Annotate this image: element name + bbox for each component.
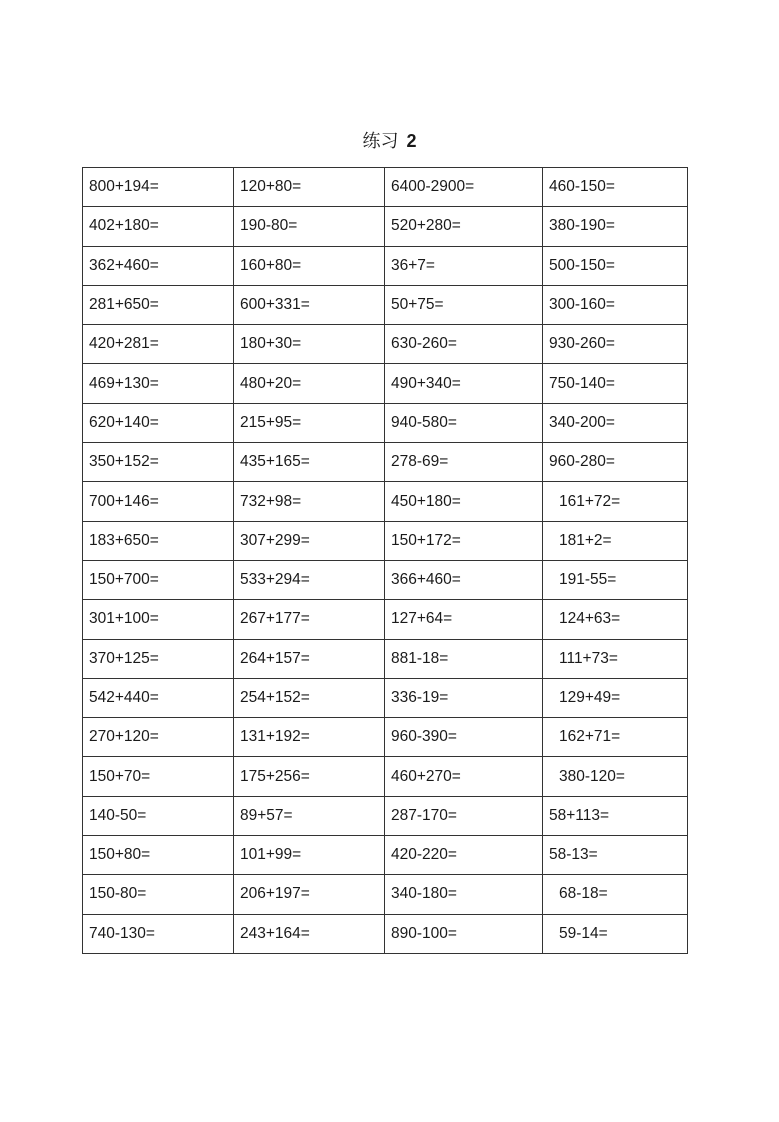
exercise-cell: 460-150= — [543, 168, 688, 207]
exercise-cell: 480+20= — [234, 364, 385, 403]
exercise-cell: 700+146= — [83, 482, 234, 521]
table-row — [83, 443, 688, 482]
exercise-cell: 160+80= — [234, 246, 385, 285]
exercise-cell: 150+172= — [385, 521, 543, 560]
exercise-cell: 267+177= — [234, 600, 385, 639]
exercise-cell: 740-130= — [83, 914, 234, 953]
exercise-cell: 131+192= — [234, 718, 385, 757]
exercise-cell: 960-390= — [385, 718, 543, 757]
exercise-cell: 630-260= — [385, 325, 543, 364]
exercise-cell: 191-55= — [543, 560, 688, 599]
exercise-cell: 101+99= — [234, 836, 385, 875]
exercise-cell: 380-120= — [543, 757, 688, 796]
exercise-cell: 930-260= — [543, 325, 688, 364]
page-title-text: 练习 — [362, 131, 399, 152]
table-row — [83, 207, 688, 246]
exercise-cell: 59-14= — [543, 914, 688, 953]
table-row — [83, 718, 688, 757]
exercise-cell: 732+98= — [234, 482, 385, 521]
table-row — [83, 600, 688, 639]
table-row — [83, 325, 688, 364]
exercise-cell: 68-18= — [543, 875, 688, 914]
exercise-cell: 89+57= — [234, 796, 385, 835]
exercise-cell: 366+460= — [385, 560, 543, 599]
exercise-cell: 500-150= — [543, 246, 688, 285]
exercise-cell: 120+80= — [234, 168, 385, 207]
exercise-cell: 750-140= — [543, 364, 688, 403]
exercise-cell: 881-18= — [385, 639, 543, 678]
table-row — [83, 914, 688, 953]
exercise-cell: 161+72= — [543, 482, 688, 521]
exercise-cell: 270+120= — [83, 718, 234, 757]
exercise-cell: 362+460= — [83, 246, 234, 285]
exercise-cell: 520+280= — [385, 207, 543, 246]
exercise-cell: 940-580= — [385, 403, 543, 442]
table-row — [83, 836, 688, 875]
exercise-cell: 58+113= — [543, 796, 688, 835]
exercise-cell: 420+281= — [83, 325, 234, 364]
table-row — [83, 678, 688, 717]
exercise-cell: 150+700= — [83, 560, 234, 599]
exercise-cell: 620+140= — [83, 403, 234, 442]
page-title-number: 2 — [406, 131, 417, 151]
exercise-cell: 435+165= — [234, 443, 385, 482]
exercise-cell: 469+130= — [83, 364, 234, 403]
exercise-cell: 960-280= — [543, 443, 688, 482]
exercise-cell: 278-69= — [385, 443, 543, 482]
table-row — [83, 285, 688, 324]
exercise-cell: 206+197= — [234, 875, 385, 914]
exercise-cell: 50+75= — [385, 285, 543, 324]
exercise-cell: 402+180= — [83, 207, 234, 246]
exercise-cell: 175+256= — [234, 757, 385, 796]
table-row — [83, 482, 688, 521]
exercise-cell: 181+2= — [543, 521, 688, 560]
exercise-cell: 300-160= — [543, 285, 688, 324]
exercise-cell: 420-220= — [385, 836, 543, 875]
exercise-cell: 287-170= — [385, 796, 543, 835]
exercise-cell: 800+194= — [83, 168, 234, 207]
table-row — [83, 168, 688, 207]
exercise-cell: 340-200= — [543, 403, 688, 442]
exercise-cell: 254+152= — [234, 678, 385, 717]
exercise-cell: 490+340= — [385, 364, 543, 403]
exercise-cell: 380-190= — [543, 207, 688, 246]
exercise-cell: 124+63= — [543, 600, 688, 639]
table-row — [83, 796, 688, 835]
exercise-cell: 350+152= — [83, 443, 234, 482]
exercise-cell: 129+49= — [543, 678, 688, 717]
table-row — [83, 560, 688, 599]
exercise-cell: 162+71= — [543, 718, 688, 757]
exercise-cell: 301+100= — [83, 600, 234, 639]
table-row — [83, 364, 688, 403]
exercise-cell: 190-80= — [234, 207, 385, 246]
table-row — [83, 757, 688, 796]
exercise-cell: 215+95= — [234, 403, 385, 442]
exercise-cell: 36+7= — [385, 246, 543, 285]
page-title — [0, 128, 779, 155]
exercise-table-body — [83, 168, 688, 954]
exercise-cell: 307+299= — [234, 521, 385, 560]
exercise-cell: 180+30= — [234, 325, 385, 364]
exercise-cell: 183+650= — [83, 521, 234, 560]
table-row — [83, 246, 688, 285]
exercise-cell: 340-180= — [385, 875, 543, 914]
exercise-cell: 542+440= — [83, 678, 234, 717]
exercise-cell: 150+80= — [83, 836, 234, 875]
exercise-cell: 890-100= — [385, 914, 543, 953]
exercise-cell: 243+164= — [234, 914, 385, 953]
exercise-cell: 450+180= — [385, 482, 543, 521]
exercise-cell: 58-13= — [543, 836, 688, 875]
exercise-cell: 370+125= — [83, 639, 234, 678]
exercise-cell: 127+64= — [385, 600, 543, 639]
exercise-cell: 336-19= — [385, 678, 543, 717]
table-row — [83, 875, 688, 914]
exercise-cell: 140-50= — [83, 796, 234, 835]
exercise-cell: 6400-2900= — [385, 168, 543, 207]
table-row — [83, 639, 688, 678]
exercise-cell: 600+331= — [234, 285, 385, 324]
exercise-cell: 460+270= — [385, 757, 543, 796]
table-row — [83, 403, 688, 442]
exercise-cell: 264+157= — [234, 639, 385, 678]
exercise-table — [82, 167, 688, 954]
exercise-cell: 150-80= — [83, 875, 234, 914]
exercise-cell: 150+70= — [83, 757, 234, 796]
table-row — [83, 521, 688, 560]
exercise-cell: 533+294= — [234, 560, 385, 599]
exercise-cell: 281+650= — [83, 285, 234, 324]
exercise-cell: 111+73= — [543, 639, 688, 678]
